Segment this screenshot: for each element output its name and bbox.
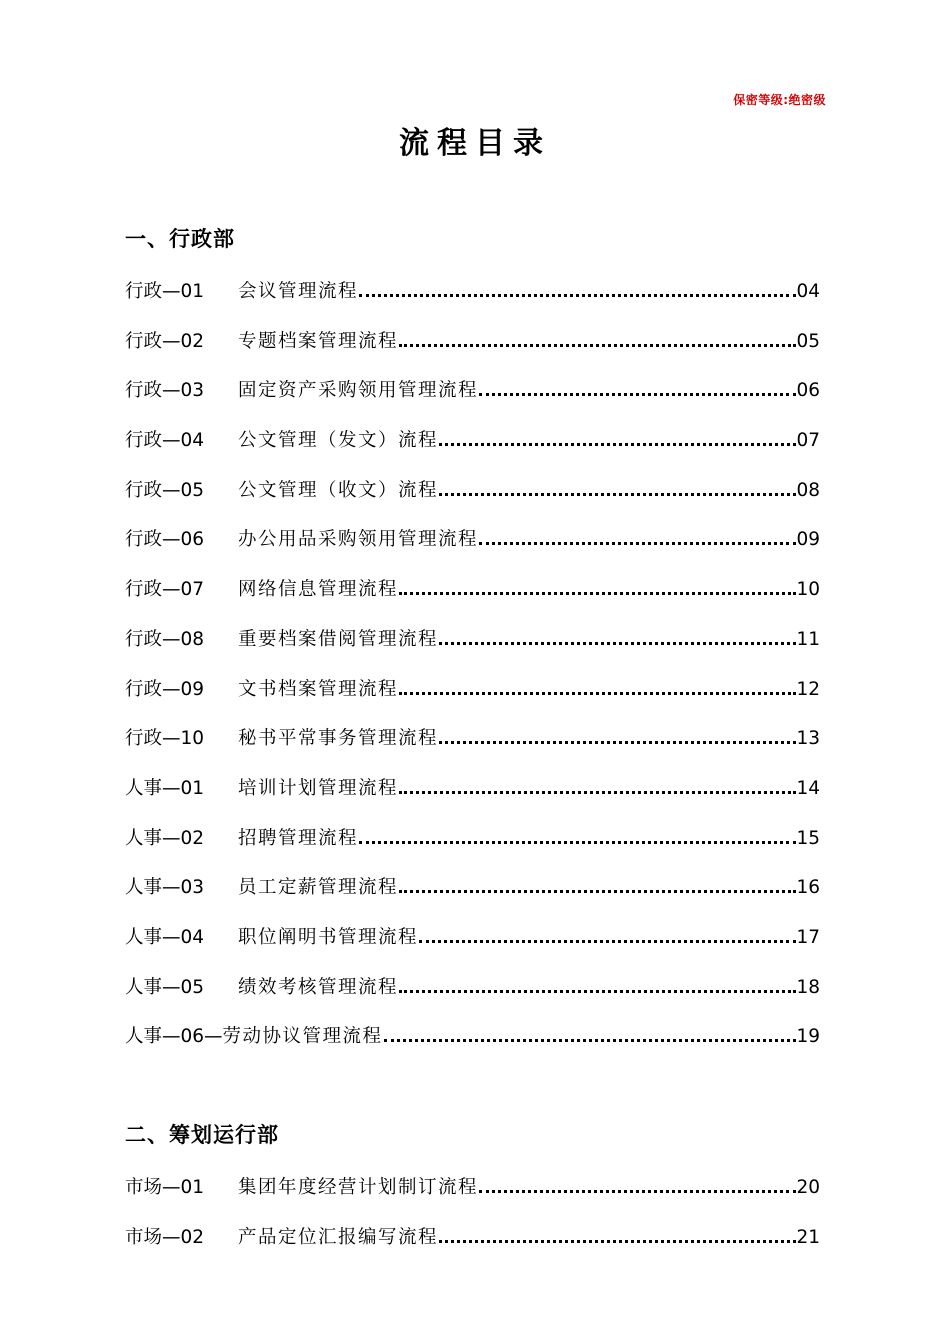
toc-entry-code: 市场—02 — [125, 1226, 205, 1248]
dot-leader — [359, 827, 796, 851]
dot-leader — [439, 727, 796, 751]
toc-entry-title: 劳动协议管理流程 — [222, 1026, 383, 1048]
dot-leader — [399, 578, 796, 602]
toc-entry-page: 14 — [796, 777, 820, 799]
toc-entry-title: 员工定薪管理流程 — [238, 877, 399, 899]
section-heading: 一、行政部 — [125, 227, 235, 251]
dot-leader — [384, 1025, 797, 1049]
toc-entry-code: 行政—07 — [125, 579, 205, 601]
dot-leader — [439, 479, 796, 503]
toc-entry-page: 07 — [796, 430, 820, 452]
dot-leader — [399, 876, 796, 900]
toc-entry[interactable] — [125, 851, 820, 901]
toc-entry[interactable] — [125, 453, 820, 503]
toc-entry-title: 专题档案管理流程 — [238, 330, 399, 352]
toc-entry[interactable] — [125, 801, 820, 851]
toc-entry-title: 重要档案借阅管理流程 — [238, 628, 439, 650]
toc-list — [125, 1169, 820, 1250]
toc-entry-code: 行政—10 — [125, 728, 205, 750]
toc-entry-page: 08 — [796, 479, 820, 501]
section-admin — [125, 222, 820, 1049]
toc-entry-title: 会议管理流程 — [238, 281, 359, 302]
dot-leader — [439, 429, 796, 453]
toc-entry-page: 05 — [796, 330, 820, 352]
dot-leader — [419, 926, 796, 950]
toc-entry-code: 市场—01 — [125, 1177, 205, 1198]
toc-entry-code: 人事—05 — [125, 976, 205, 998]
dot-leader — [399, 976, 796, 1000]
toc-entry-title: 文书档案管理流程 — [238, 678, 399, 700]
toc-entry-title: 职位阐明书管理流程 — [238, 926, 419, 948]
toc-entry[interactable] — [125, 273, 820, 304]
toc-entry[interactable] — [125, 503, 820, 553]
toc-entry[interactable] — [125, 354, 820, 404]
toc-entry-page: 09 — [796, 529, 820, 551]
toc-entry-code: 行政—04 — [125, 430, 205, 452]
toc-entry-page: 17 — [796, 926, 820, 948]
toc-entry-title: 集团年度经营计划制订流程 — [238, 1177, 479, 1198]
toc-entry-code: 人事—02 — [125, 827, 205, 849]
toc-entry-page: 21 — [796, 1226, 820, 1248]
toc-entry-page: 10 — [796, 579, 820, 601]
toc-entry[interactable] — [125, 751, 820, 801]
dot-leader — [479, 1176, 796, 1200]
dot-leader — [479, 528, 796, 552]
toc-entry-code: 人事—04 — [125, 926, 205, 948]
toc-entry-title: 公文管理（发文）流程 — [238, 430, 439, 452]
dot-leader — [439, 628, 796, 652]
toc-entry-page: 16 — [796, 877, 820, 899]
toc-entry-title: 产品定位汇报编写流程 — [238, 1226, 439, 1248]
toc-entry-code: 行政—01 — [125, 281, 205, 302]
toc-entry-title: 秘书平常事务管理流程 — [238, 728, 439, 750]
toc-entry[interactable] — [125, 1169, 820, 1200]
dot-leader — [399, 678, 796, 702]
toc-entry-page: 18 — [796, 976, 820, 998]
toc-entry[interactable] — [125, 552, 820, 602]
page-title: 流程目录 — [399, 126, 551, 161]
toc-entry-page: 19 — [796, 1026, 820, 1048]
toc-entry[interactable] — [125, 702, 820, 752]
toc-entry-title: 绩效考核管理流程 — [238, 976, 399, 998]
toc-entry-code: 行政—03 — [125, 380, 205, 402]
toc-entry-page: 06 — [796, 380, 820, 402]
toc-entry-title: 固定资产采购领用管理流程 — [238, 380, 479, 402]
toc-entry-page: 13 — [796, 728, 820, 750]
toc-entry[interactable] — [125, 602, 820, 652]
toc-entry[interactable] — [125, 950, 820, 1000]
toc-entry-code: 行政—06 — [125, 529, 205, 551]
toc-entry-page: 04 — [796, 281, 820, 302]
toc-entry-page: 11 — [796, 628, 820, 650]
toc-entry-title: 公文管理（收文）流程 — [238, 479, 439, 501]
toc-entry-title: 网络信息管理流程 — [238, 579, 399, 601]
toc-entry-page: 12 — [796, 678, 820, 700]
toc-entry-title: 招聘管理流程 — [238, 827, 359, 849]
dot-leader — [399, 330, 796, 354]
toc-entry-code: 人事—06— — [125, 1026, 223, 1048]
toc-entry[interactable] — [125, 1200, 820, 1250]
dot-leader — [399, 777, 796, 801]
toc-entry-code: 行政—02 — [125, 330, 205, 352]
toc-entry-title: 培训计划管理流程 — [238, 777, 399, 799]
toc-entry[interactable] — [125, 900, 820, 950]
toc-entry-page: 15 — [796, 827, 820, 849]
toc-entry-code: 行政—09 — [125, 678, 205, 700]
dot-leader — [479, 379, 796, 403]
classification-label: 保密等级:绝密级 — [733, 93, 826, 107]
toc-entry[interactable] — [125, 1000, 820, 1050]
toc-entry-code: 人事—03 — [125, 877, 205, 899]
toc-entry-page: 20 — [796, 1177, 820, 1198]
toc-entry[interactable] — [125, 403, 820, 453]
toc-entry-code: 人事—01 — [125, 777, 205, 799]
toc-entry[interactable] — [125, 304, 820, 354]
toc-entry-code: 行政—08 — [125, 628, 205, 650]
dot-leader — [359, 280, 796, 304]
toc-list — [125, 273, 820, 1049]
section-heading: 二、筹划运行部 — [125, 1123, 279, 1147]
toc-entry-code: 行政—05 — [125, 479, 205, 501]
toc-entry[interactable] — [125, 652, 820, 702]
section-planning-operations — [125, 1118, 820, 1250]
toc-entry-title: 办公用品采购领用管理流程 — [238, 529, 479, 551]
dot-leader — [439, 1226, 796, 1250]
